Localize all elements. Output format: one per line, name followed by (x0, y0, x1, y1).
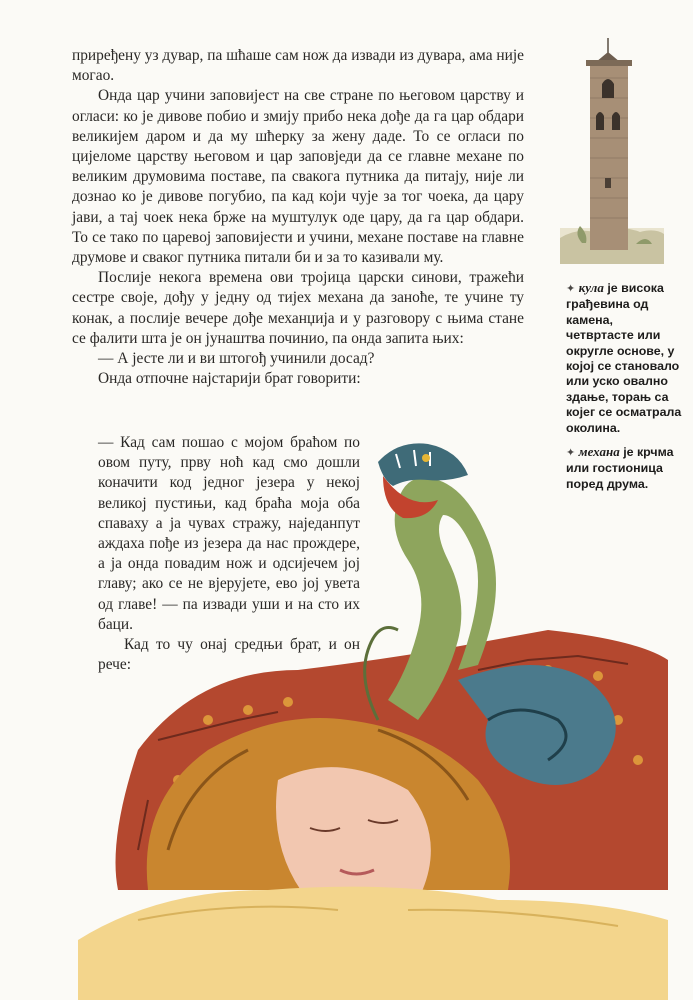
glossary-term: механа (578, 444, 620, 460)
glossary-term: кула (578, 280, 604, 295)
bullet-icon: ✦ (566, 447, 576, 460)
tower-illustration (560, 38, 664, 264)
glossary-entry-kula (566, 280, 682, 436)
paragraph-4: Онда отпочне најстарији брат говорити: (98, 370, 361, 388)
dialog-line-1: — А јесте ли и ви штогођ учинили досад? (98, 350, 375, 368)
bullet-icon: ✦ (566, 283, 576, 295)
paragraph-1: приређену уз дувар, па шћаше сам нож да извади из дувара, ама није могао. (72, 47, 524, 85)
snake-and-girl-illustration (78, 420, 668, 1000)
eldest-brother-speech: — Кад сам пошао с мојом браћом по овом путу, прву ноћ кад смо дошли коначити код једног језера у некој великој пустињи, кад браћа моја оба спаваху а ја чувах стражу, наједанпут аждаха пође из језера да нас прождере, а ја онда повадим нож и одсијечем јој главу; ако се не вјерујете, ево јој увета од главе! — па извади уши и на сто их баци. (98, 434, 360, 633)
paragraph-5: Кад то чу онај средњи брат, и он рече: (98, 636, 360, 674)
glossary-definition: је висока грађевина од камена, четвртасте или округле основе, у којој се становало или уско овално здање, торањ са којег се осматрала околина. (566, 281, 682, 435)
paragraph-2: Онда цар учини заповијест на све стране по његовом царству и огласи: ко је дивове побио и змију прибо нека дође да га цар обдари великијем даром и да му шћерку за жену даде. То се огласи по цијеломе царству његовом и цар заповједи да се главне механе по великим друмовима поставе, па свакога путника да питају, није ли дознао ко је дивове погубио, па кад који чује за тог чоека, да цару јави, а тај чоек нека брже на муштулук оде цару, да га цар обдари. То се тако по царевој заповијести и учини, механе поставе на главне друмове и сваког путника питали би и за то казивали му. (72, 87, 524, 267)
paragraph-3: Послије некога времена ови тројица царски синови, тражећи сестре своје, дођу у једну од тијех механа да заноће, те учине ту конак, а послије вечере дође механџија и у разговору с њима стане се фалити шта је он јунаштва починио, па онда запита њих: (72, 269, 524, 347)
story-text (72, 46, 524, 389)
glossary-definition: је крчма или гостионица поред друма. (566, 445, 674, 491)
